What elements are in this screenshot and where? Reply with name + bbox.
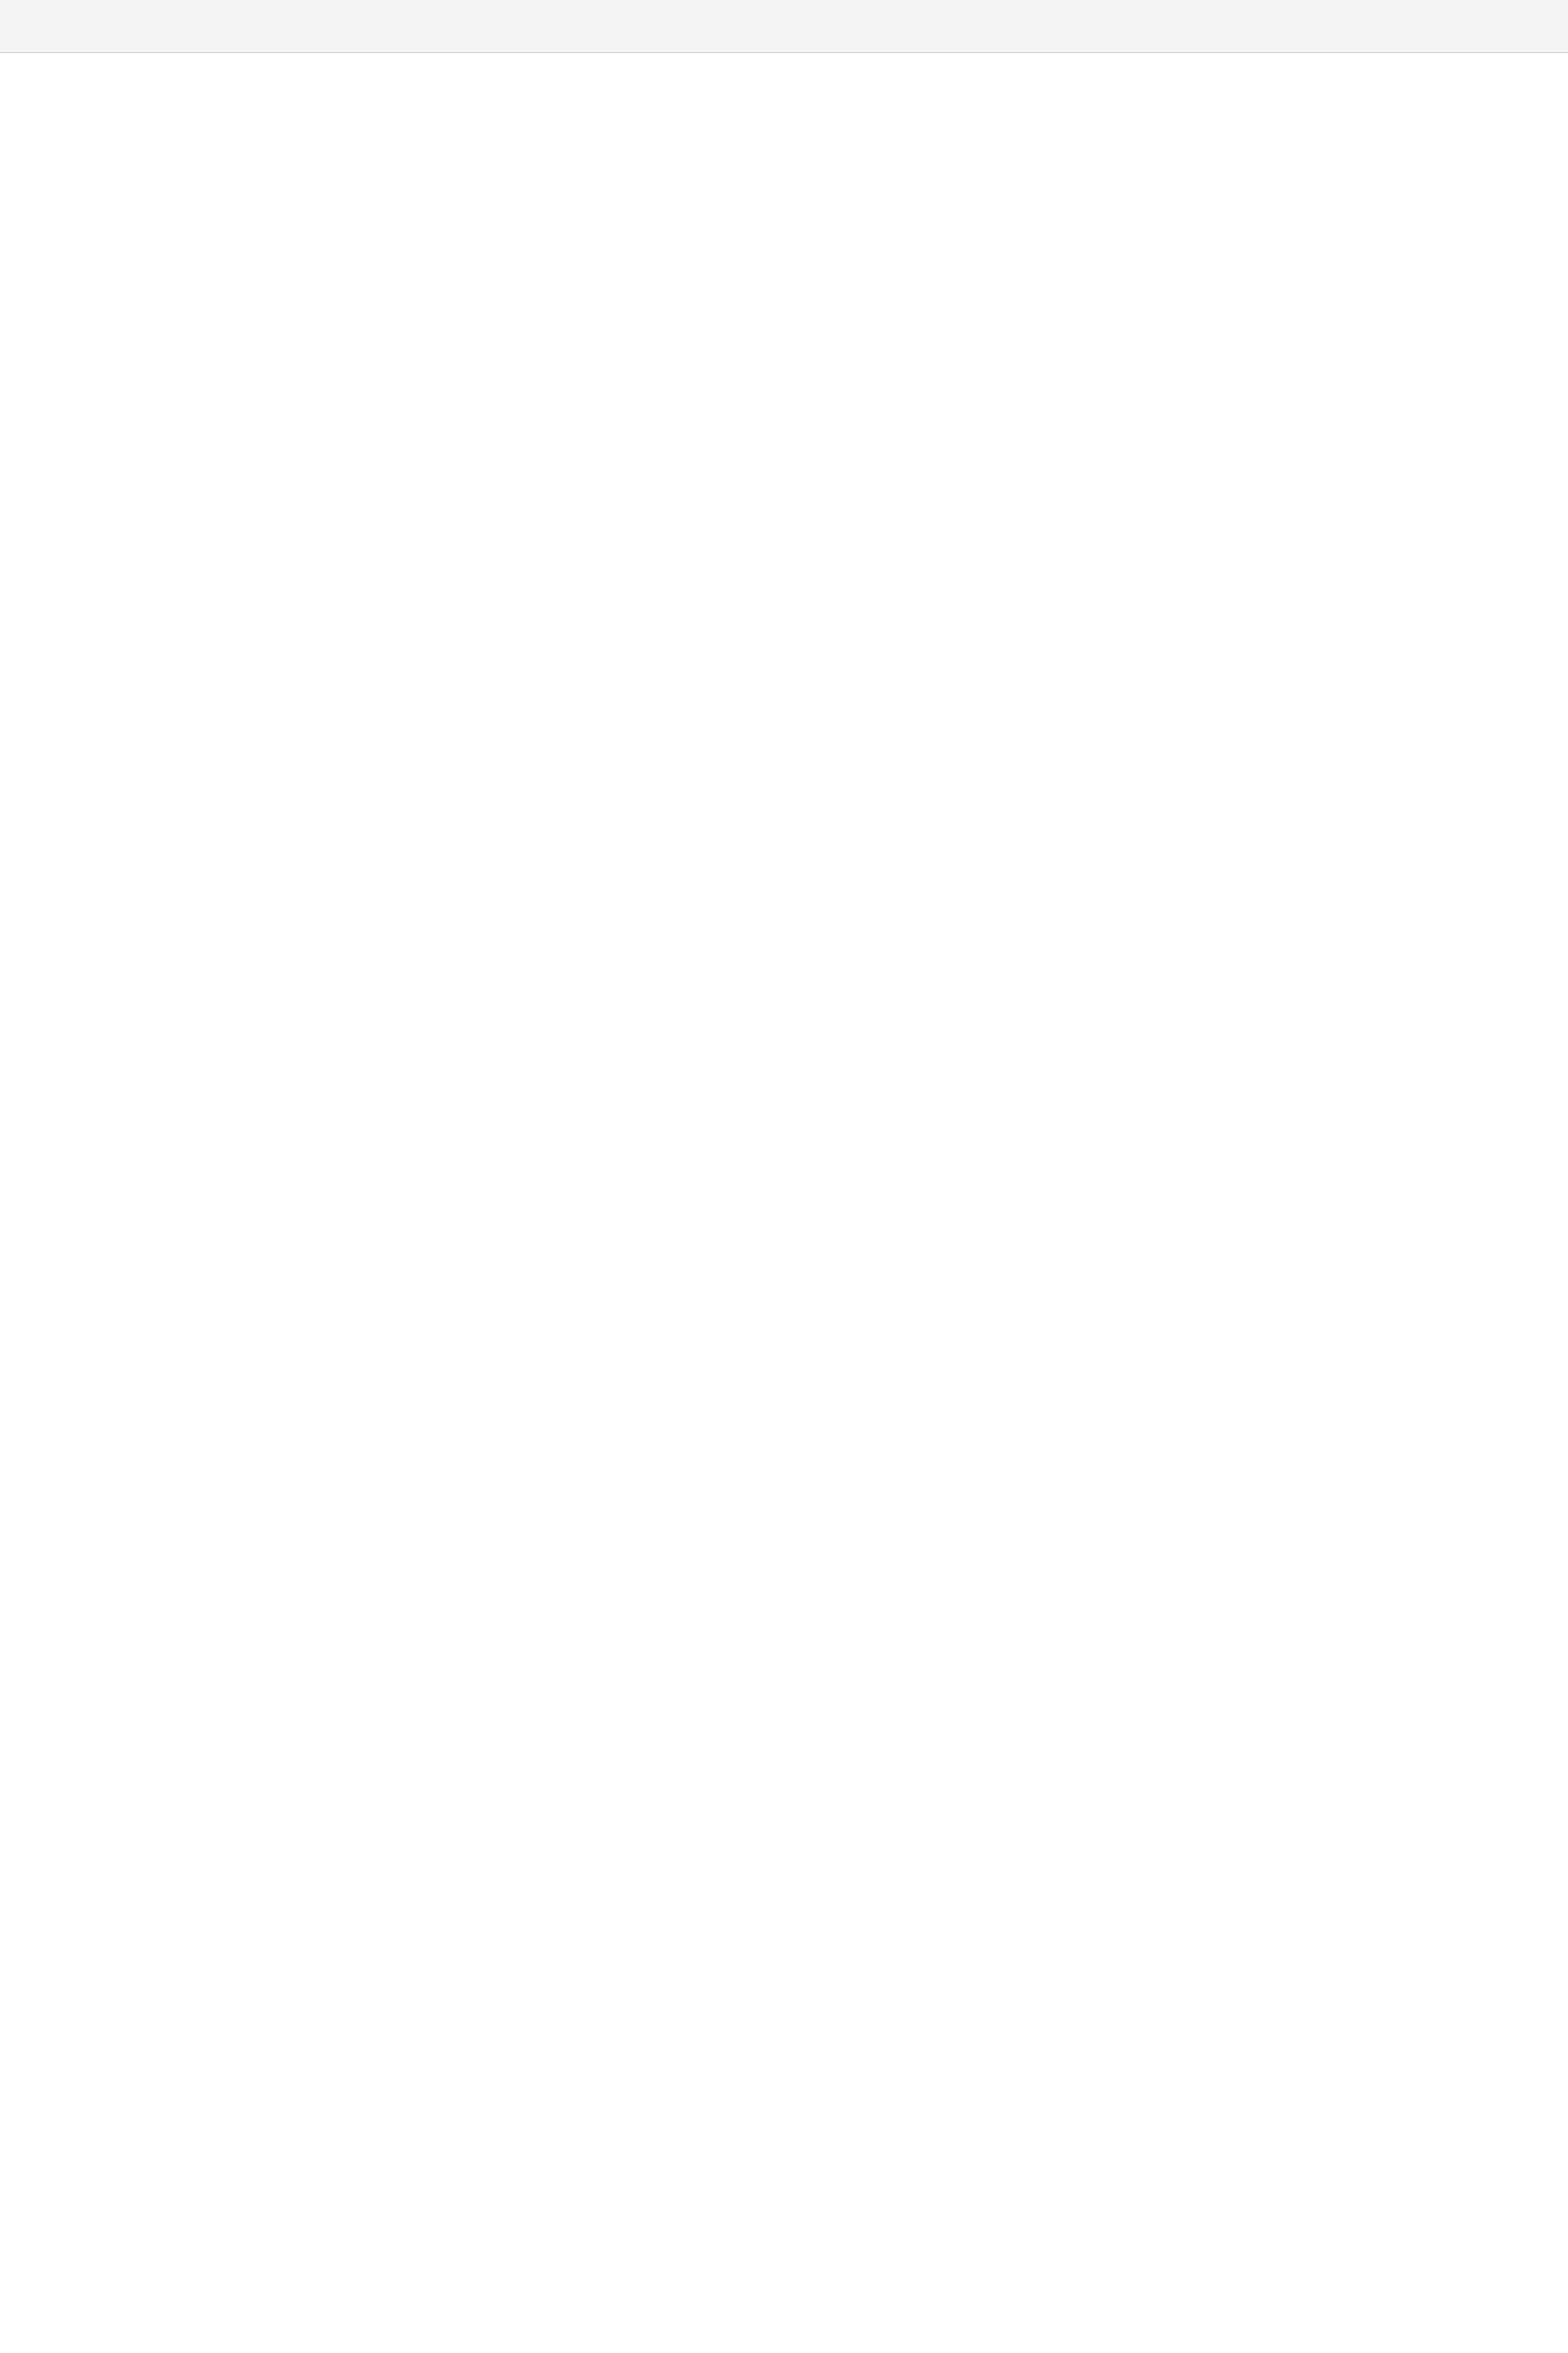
title-bar xyxy=(0,0,1568,53)
main-content xyxy=(0,53,1568,2353)
